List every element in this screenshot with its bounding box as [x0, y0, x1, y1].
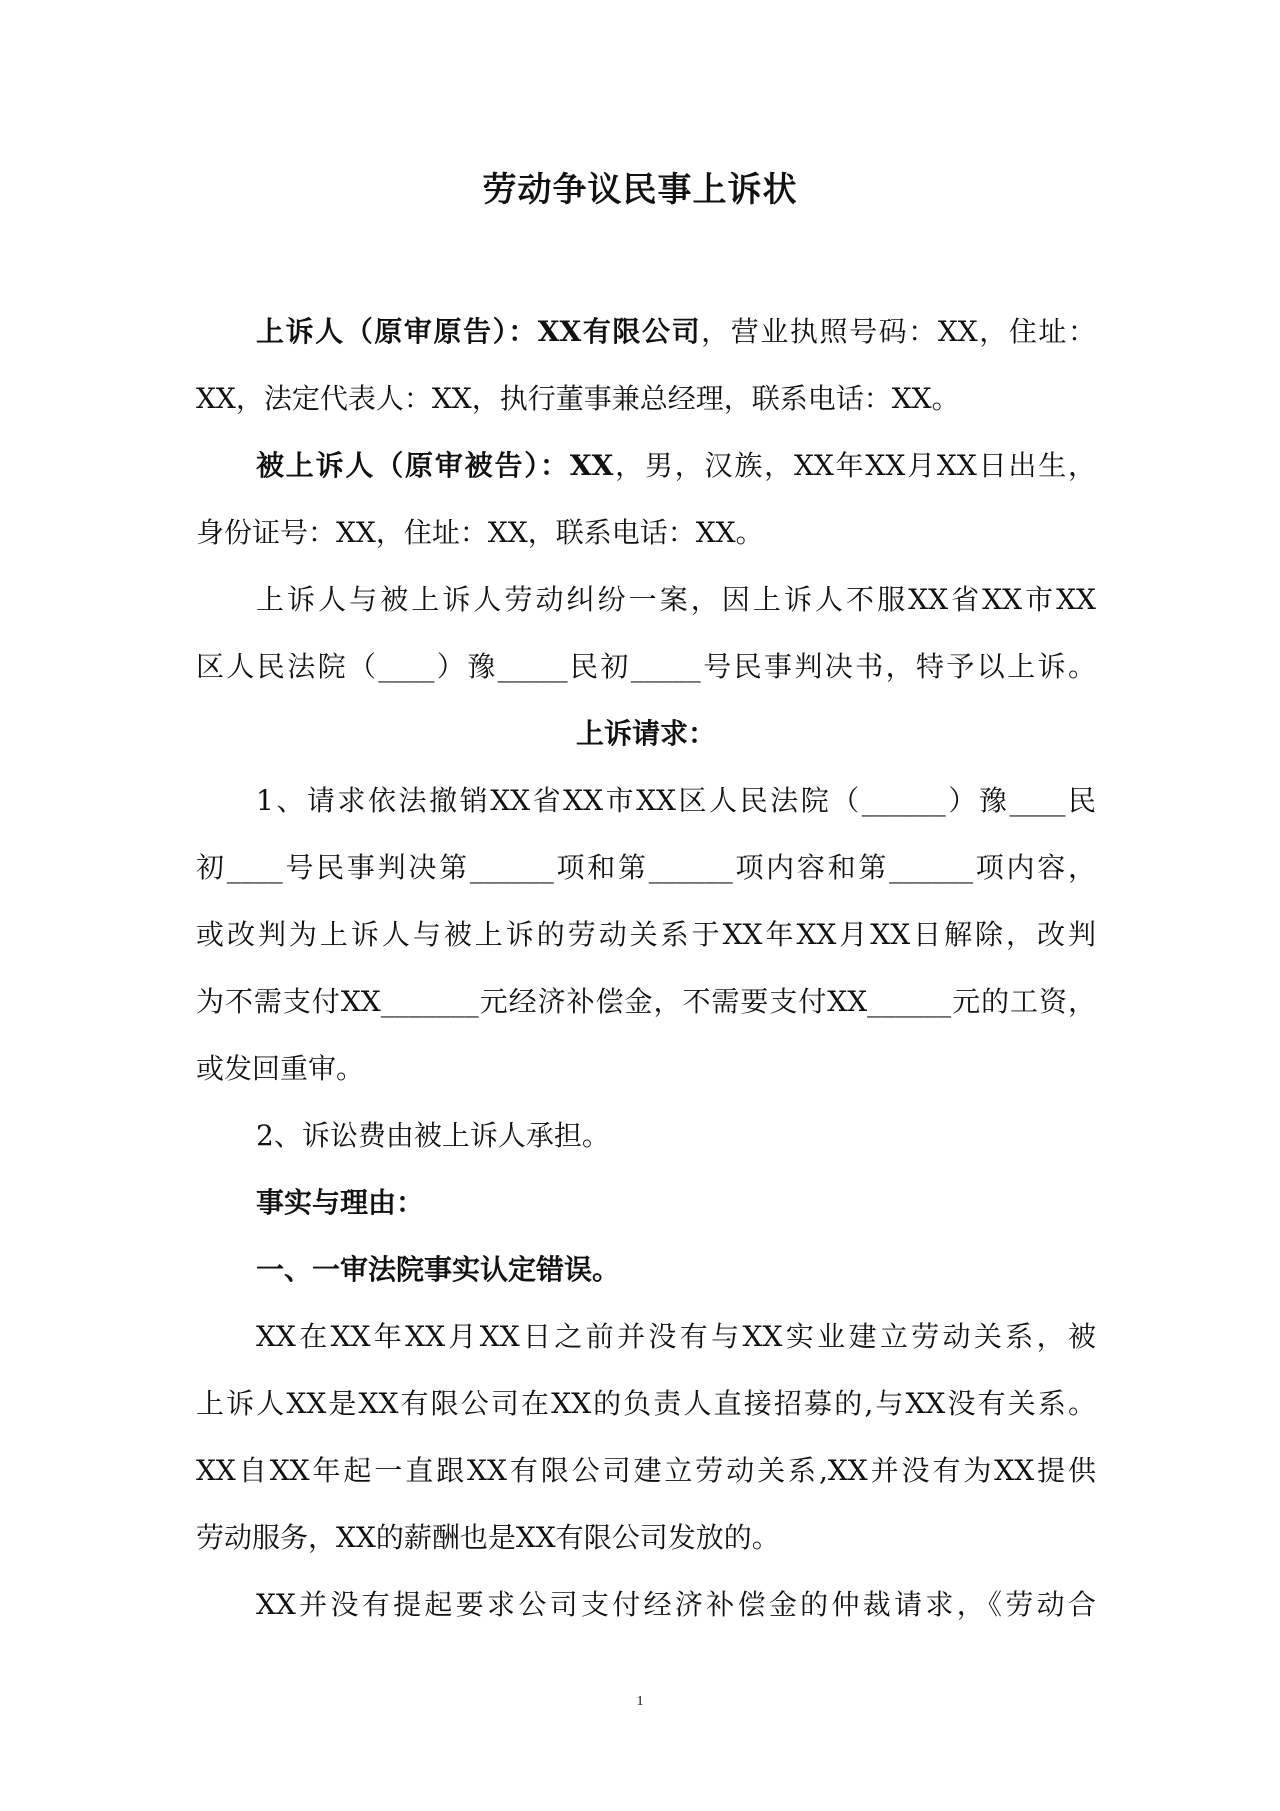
text-line [196, 767, 1096, 834]
text-segment: XX并没有提起要求公司支付经济补偿金的仲裁请求，《劳动合 [256, 1588, 1096, 1621]
bold-text: 上诉人（原审原告）：XX有限公司 [256, 315, 702, 348]
text-line [196, 1169, 1096, 1236]
bold-text: 上诉请求： [575, 717, 716, 750]
text-line [196, 1370, 1096, 1437]
text-segment: 区人民法院（____）豫_____民初_____号民事判决书，特予以上诉。 [196, 650, 1096, 683]
document-body [196, 298, 1096, 1638]
text-segment: 身份证号：XX，住址：XX，联系电话：XX。 [196, 516, 764, 549]
text-line [196, 298, 1096, 365]
text-line [196, 834, 1096, 901]
text-line [196, 1303, 1096, 1370]
text-line [196, 1236, 1096, 1303]
text-line [196, 432, 1096, 499]
bold-text: 一、一审法院事实认定错误。 [256, 1253, 621, 1286]
text-line [196, 499, 1096, 566]
text-segment: XX自XX年起一直跟XX有限公司建立劳动关系,XX并没有为XX提供 [196, 1454, 1096, 1487]
text-segment: 初____号民事判决第______项和第______项内容和第______项内容， [196, 851, 1096, 884]
text-line [196, 365, 1096, 432]
text-line [196, 1035, 1096, 1102]
text-segment: 上诉人与被上诉人劳动纠纷一案，因上诉人不服XX省XX市XX [256, 583, 1096, 616]
text-line [196, 1437, 1096, 1504]
bold-text: 被上诉人（原审被告）：XX [256, 449, 614, 482]
text-segment: 或发回重审。 [196, 1052, 365, 1085]
text-segment: XX，法定代表人：XX，执行董事兼总经理，联系电话：XX。 [196, 382, 960, 415]
text-segment: XX在XX年XX月XX日之前并没有与XX实业建立劳动关系，被 [256, 1320, 1096, 1353]
text-line [196, 901, 1096, 968]
text-line [196, 566, 1096, 633]
text-segment: 上诉人XX是XX有限公司在XX的负责人直接招募的,与XX没有关系。 [196, 1387, 1096, 1420]
text-segment: 2、诉讼费由被上诉人承担。 [256, 1119, 610, 1152]
text-segment: ，男，汉族，XX年XX月XX日出生， [613, 449, 1096, 482]
text-line [196, 700, 1096, 767]
text-line [196, 1102, 1096, 1169]
text-segment: 或改判为上诉人与被上诉的劳动关系于XX年XX月XX日解除，改判 [196, 918, 1096, 951]
text-line [196, 1504, 1096, 1571]
text-line [196, 633, 1096, 700]
page-number: 1 [636, 1694, 644, 1709]
text-line [196, 1571, 1096, 1638]
text-segment: 劳动服务，XX的薪酬也是XX有限公司发放的。 [196, 1521, 780, 1554]
text-line [196, 968, 1096, 1035]
text-segment: 1、请求依法撤销XX省XX市XX区人民法院（______）豫____民 [256, 784, 1096, 817]
text-segment: 为不需支付XX_______元经济补偿金，不需要支付XX______元的工资， [196, 985, 1096, 1018]
text-segment: ，营业执照号码：XX，住址： [701, 315, 1096, 348]
bold-text: 事实与理由： [256, 1186, 425, 1219]
document-title: 劳动争议民事上诉状 [482, 170, 798, 210]
